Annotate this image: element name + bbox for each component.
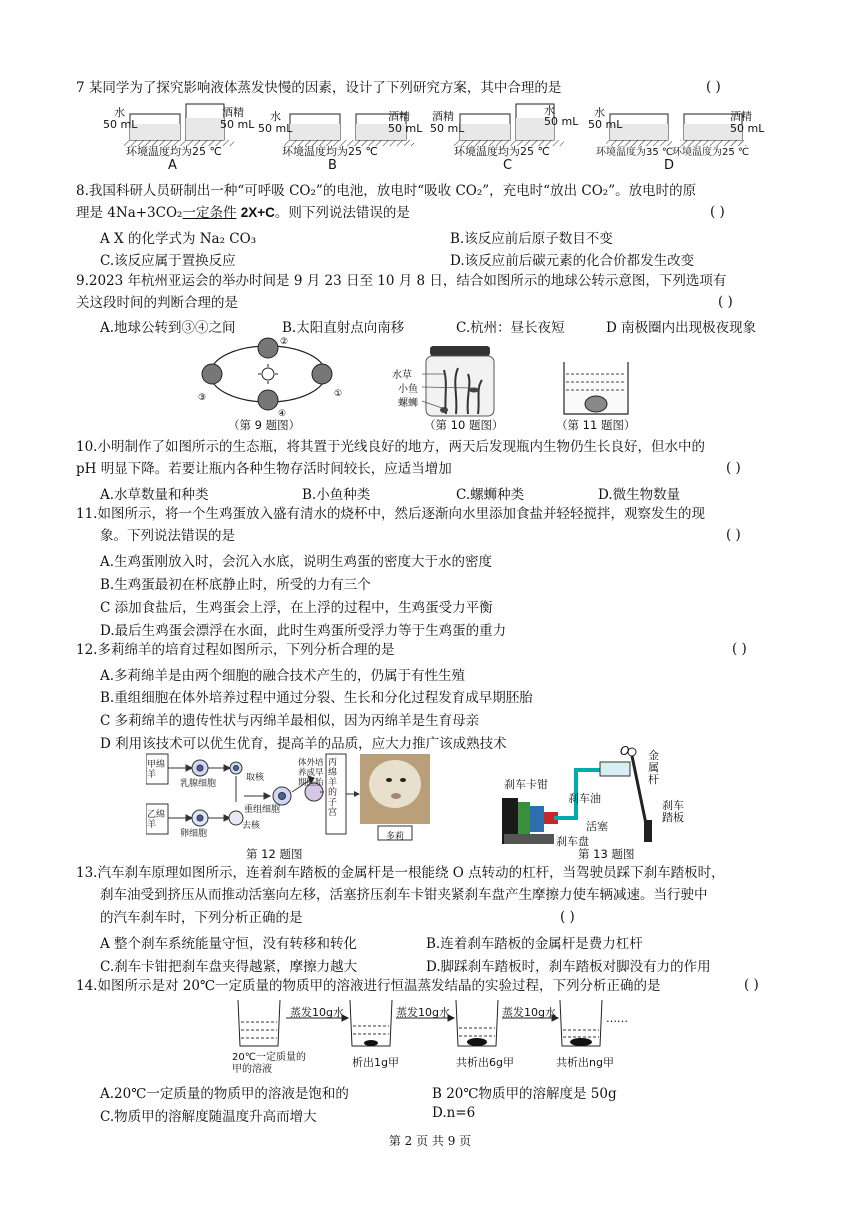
q12-answer-paren: ( ) — [732, 641, 747, 657]
q12-culture-label: 体外培养成早期胚胎 — [298, 758, 324, 788]
q7-c-letter: C — [503, 158, 513, 173]
q7-c-env: 环境温度均为25 ℃ — [454, 145, 550, 158]
q10-label-fish: 小鱼 — [398, 384, 418, 395]
q14-option-a: A.20℃一定质量的物质甲的溶液是饱和的 — [100, 1086, 349, 1102]
q8-option-a: A X 的化学式为 Na₂ CO₃ — [100, 231, 257, 247]
q11-option-d: D.最后生鸡蛋会漂浮在水面，此时生鸡蛋所受浮力等于生鸡蛋的重力 — [100, 623, 507, 639]
q9-option-b: B.太阳直射点向南移 — [282, 320, 405, 336]
q13-line1: 13.汽车刹车原理如图所示，连着刹车踏板的金属杆是一根能绕 O 点转动的杠杆，当驾驶员踩下刹车踏板时， — [76, 865, 725, 881]
q12-egg-cell-label: 卵细胞 — [180, 829, 208, 839]
q8-line2-tail: 。则下列说法错误的是 — [274, 205, 410, 221]
q11-option-a: A.生鸡蛋刚放入时，会沉入水底，说明生鸡蛋的密度大于水的密度 — [100, 554, 493, 570]
q9-line2: 关这段时间的判断合理的是 — [76, 295, 238, 311]
q7-a-env: 环境温度均为25 ℃ — [126, 145, 222, 158]
q8-option-d: D.该反应前后碳元素的化合价都发生改变 — [450, 253, 695, 269]
q8-answer-paren: ( ) — [710, 204, 725, 220]
q7-a-letter: A — [168, 158, 177, 173]
q7-d-right-label: 酒精 — [730, 110, 752, 123]
q8-condition: 一定条件 — [182, 205, 237, 221]
q11-line2: 象。下列说法错误的是 — [100, 528, 235, 544]
q13-answer-paren: ( ) — [560, 909, 575, 925]
q13-pivot-label: O — [620, 744, 630, 758]
q8-option-b: B.该反应前后原子数目不变 — [450, 231, 613, 247]
q7-a-right-vol: 50 mL — [220, 118, 255, 131]
q11-figure-caption: （第 11 题图） — [556, 418, 636, 432]
q7-answer-paren: ( ) — [706, 79, 721, 95]
q9-option-d: D 南极圈内出现极夜现象 — [606, 320, 757, 336]
q8-option-c: C.该反应属于置换反应 — [100, 253, 236, 269]
q7-d-env2: 环境温度为25 ℃ — [672, 147, 750, 158]
q12-line1: 12.多莉绵羊的培育过程如图所示，下列分析合理的是 — [76, 642, 395, 658]
q11-option-b: B.生鸡蛋最初在杯底静止时，所受的力有三个 — [100, 577, 371, 593]
q8-line2 — [76, 204, 410, 222]
q12-sheep-c-label: 丙绵羊的子宫 — [328, 758, 338, 818]
q10-line1: 10.小明制作了如图所示的生态瓶，将其置于光线良好的地方，两天后发现瓶内生物仍生长良好，但水中的 — [76, 439, 705, 455]
q7-d-env1: 环境温度为35 ℃ — [596, 147, 674, 158]
q14-line1: 14.如图所示是对 20℃一定质量的物质甲的溶液进行恒温蒸发结晶的实验过程，下列分析正确的是 — [76, 978, 661, 994]
q13-caliper-label: 刹车卡钳 — [504, 778, 548, 791]
q12-breast-cell-label: 乳腺细胞 — [180, 779, 217, 789]
q7-b-env: 环境温度均为25 ℃ — [282, 145, 378, 158]
q7-a-right-label: 酒精 — [222, 106, 244, 119]
q14-beaker4-label: 共析出ng甲 — [556, 1056, 614, 1069]
q9-figure-caption: （第 9 题图） — [228, 418, 301, 432]
q12-take-nucleus-label: 取核 — [246, 773, 265, 783]
q10-line2: pH 明显下降。若要让瓶内各种生物存活时间较长，应适当增加 — [76, 461, 452, 477]
q11-answer-paren: ( ) — [726, 527, 741, 543]
q12-option-c: C 多莉绵羊的遗传性状与丙绵羊最相似，因为丙绵羊是生育母亲 — [100, 713, 480, 729]
q8-line1: 8.我国科研人员研制出一种“可呼吸 CO₂”的电池，放电时“吸收 CO₂”，充电时“放出 CO₂”。放电时的原 — [76, 183, 697, 199]
q13-option-a: A 整个刹车系统能量守恒，没有转移和转化 — [100, 936, 358, 952]
q13-brake-oil-label: 刹车油 — [568, 792, 601, 805]
q11-option-c: C 添加食盐后，生鸡蛋会上浮，在上浮的过程中，生鸡蛋受力平衡 — [100, 600, 493, 616]
q9-num-3: ③ — [198, 393, 207, 403]
q13-disc-label: 刹车盘 — [556, 835, 589, 848]
q12-option-d: D 利用该技术可以优生优育，提高羊的品质，应大力推广该成熟技术 — [100, 736, 507, 752]
q7-b-right-vol: 50 mL — [388, 122, 423, 135]
q9-num-2: ② — [280, 337, 289, 347]
q7-b-letter: B — [328, 158, 337, 173]
q7-stem: 7 某同学为了探究影响液体蒸发快慢的因素，设计了下列研究方案，其中合理的是 — [76, 80, 562, 96]
q9-option-c: C.杭州：昼长夜短 — [456, 320, 565, 336]
q10-label-snail: 螺蛳 — [398, 398, 418, 409]
q8-equation-right: 2X+C — [240, 205, 275, 220]
q7-fig-d — [606, 114, 746, 146]
q14-option-d: D.n=6 — [432, 1105, 476, 1121]
q7-figures — [100, 100, 760, 176]
q11-line1: 11.如图所示，将一个生鸡蛋放入盛有清水的烧杯中，然后逐渐向水里添加食盐并轻轻搅拌，观察发生的现 — [76, 506, 705, 522]
q10-answer-paren: ( ) — [726, 460, 741, 476]
q7-d-right-vol: 50 mL — [730, 122, 765, 135]
q7-d-letter: D — [664, 158, 675, 173]
q14-step1-label: 蒸发10g水 — [290, 1006, 344, 1019]
q14-ellipsis: …… — [606, 1012, 628, 1025]
q13-option-d: D.脚踩刹车踏板时，刹车踏板对脚没有力的作用 — [426, 959, 711, 975]
q7-a-left-label: 水 — [114, 106, 125, 119]
q14-option-c: C.物质甲的溶解度随温度升高而增大 — [100, 1109, 317, 1125]
q12-sheep-a-label: 甲绵羊 — [147, 760, 166, 780]
q11-beaker-figure — [560, 360, 632, 416]
q7-d-left-vol: 50 mL — [588, 118, 623, 131]
q14-beaker3-label: 共析出6g甲 — [456, 1056, 514, 1069]
q13-piston-label: 活塞 — [586, 820, 608, 833]
q14-answer-paren: ( ) — [744, 977, 759, 993]
q12-figure-caption: 第 12 题图 — [246, 847, 303, 861]
q14-beaker1-label: 20℃一定质量的甲的溶液 — [232, 1052, 306, 1075]
q12-denucleate-label: 去核 — [242, 821, 261, 831]
q13-line2: 刹车油受到挤压从而推动活塞向左移，活塞挤压刹车卡钳夹紧刹车盘产生摩擦力使车辆减速。当行驶中 — [100, 887, 708, 903]
q7-a-left-vol: 50 mL — [103, 118, 138, 131]
q7-c-left-label: 酒精 — [432, 110, 454, 123]
q13-pedal-label: 刹车踏板 — [662, 799, 684, 824]
q12-option-a: A.多莉绵羊是由两个细胞的融合技术产生的，仍属于有性生殖 — [100, 668, 466, 684]
q13-figure-caption: 第 13 题图 — [578, 847, 635, 861]
q9-line1: 9.2023 年杭州亚运会的举办时间是 9 月 23 日至 10 月 8 日，结合如图所示的地球公转示意图，下列选项有 — [76, 273, 727, 289]
q7-c-right-label: 水 — [544, 104, 555, 117]
q10-label-waterweed: 水草 — [392, 370, 412, 381]
q12-dolly-label: 多莉 — [386, 832, 405, 842]
q7-c-right-vol: 50 mL — [544, 115, 579, 128]
q14-step2-label: 蒸发10g水 — [396, 1006, 450, 1019]
q12-sheep-b-label: 乙绵羊 — [147, 810, 166, 830]
q10-figure-caption: （第 10 题图） — [424, 418, 504, 432]
q14-step3-label: 蒸发10g水 — [502, 1006, 556, 1019]
q13-option-b: B.连着刹车踏板的金属杆是费力杠杆 — [426, 936, 643, 952]
q9-num-4: ④ — [278, 409, 287, 419]
q13-option-c: C.刹车卡钳把刹车盘夹得越紧，摩擦力越大 — [100, 959, 358, 975]
q10-option-a: A.水草数量和种类 — [100, 487, 209, 503]
q10-option-d: D.微生物数量 — [598, 487, 681, 503]
q12-option-b: B.重组细胞在体外培养过程中通过分裂、生长和分化过程发育成早期胚胎 — [100, 690, 533, 706]
q7-b-right-label: 酒精 — [388, 110, 410, 123]
q7-b-left-label: 水 — [270, 110, 281, 123]
q7-fig-a — [124, 104, 234, 146]
q9-num-1: ① — [334, 389, 343, 399]
q8-equation-left: 理是 4Na+3CO₂ — [76, 205, 183, 221]
q7-b-left-vol: 50 mL — [258, 122, 293, 135]
q7-d-left-label: 水 — [594, 106, 605, 119]
q9-orbit-figure — [196, 336, 346, 420]
q9-option-a: A.地球公转到③④之间 — [100, 320, 236, 336]
q14-beaker2-label: 析出1g甲 — [352, 1056, 399, 1069]
q9-answer-paren: ( ) — [718, 294, 733, 310]
q13-line3: 的汽车刹车时，下列分析正确的是 — [100, 910, 303, 926]
q7-c-left-vol: 50 mL — [430, 122, 465, 135]
q10-option-c: C.螺蛳种类 — [456, 487, 525, 503]
q10-option-b: B.小鱼种类 — [302, 487, 371, 503]
page-footer: 第 2 页 共 9 页 — [388, 1134, 472, 1148]
q13-rod-label: 金属杆 — [648, 749, 659, 786]
q14-option-b: B 20℃物质甲的溶解度是 50g — [432, 1086, 617, 1102]
q12-recombinant-cell-label: 重组细胞 — [244, 805, 281, 815]
